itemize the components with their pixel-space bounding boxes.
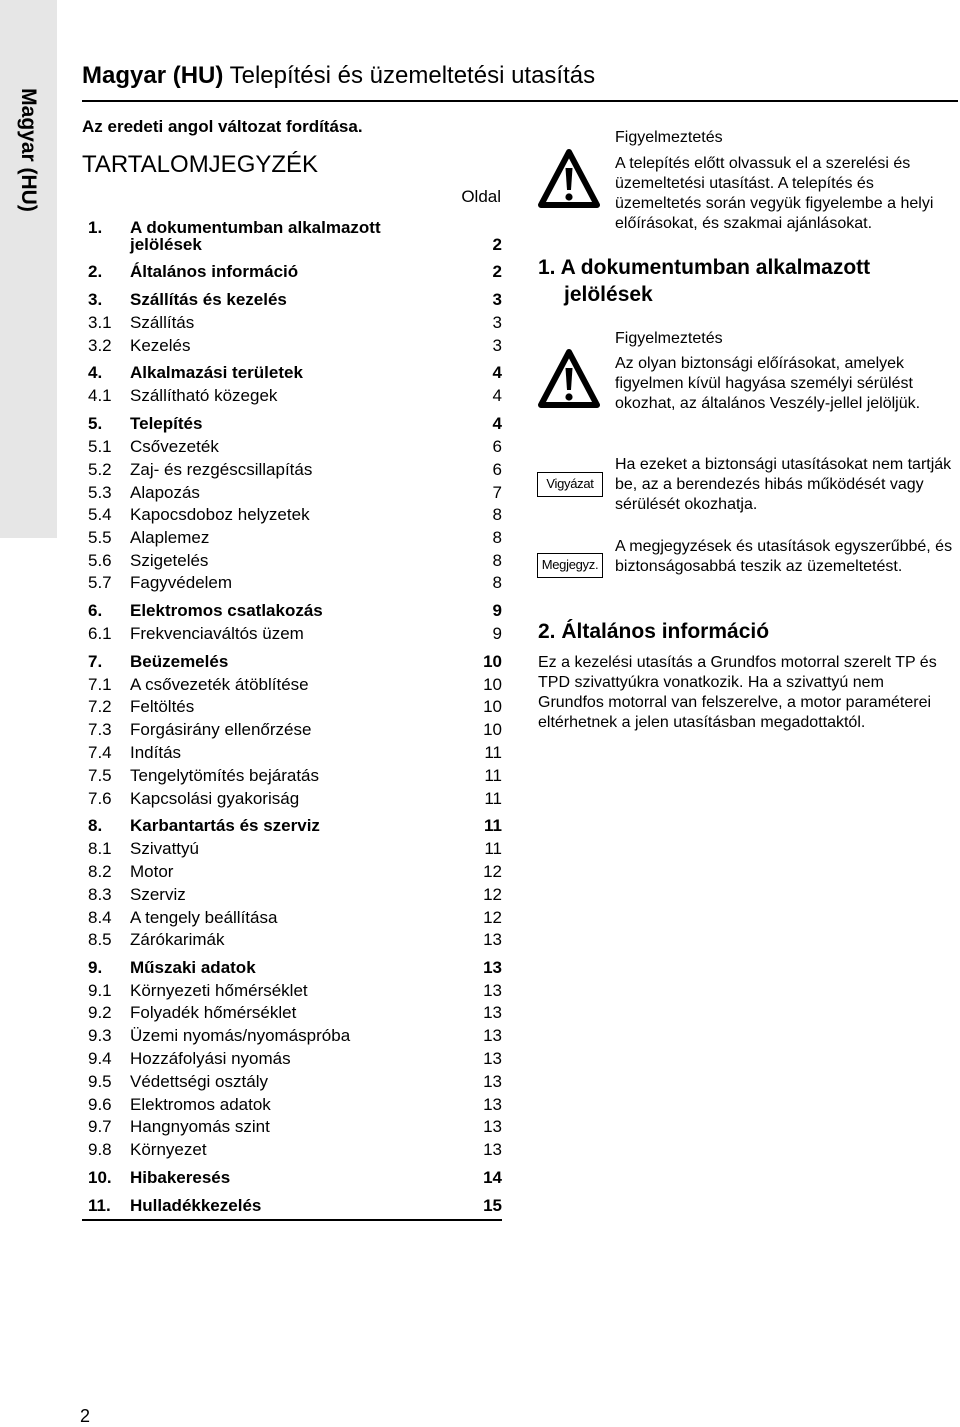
toc-entry-page: 2: [492, 262, 502, 281]
side-tab-label: Magyar (HU): [17, 88, 40, 212]
warning-triangle-icon: [537, 348, 601, 410]
toc-entry-page: 13: [483, 981, 502, 1000]
toc-entry-page: 9: [492, 601, 502, 620]
toc-entry-title: Hozzáfolyási nyomás: [130, 1049, 291, 1068]
toc-entry-title: Alaplemez: [130, 528, 210, 547]
toc-entry-number: 1.: [88, 218, 103, 237]
toc-entry-number: 9.5: [88, 1072, 112, 1091]
toc-entry-title: Folyadék hőmérséklet: [130, 1003, 297, 1022]
toc-entry-title: Telepítés: [130, 414, 203, 433]
toc-entry-title: A csővezeték átöblítése: [130, 675, 309, 694]
toc-end-divider: [82, 1219, 502, 1221]
toc-entry-number: 9.2: [88, 1003, 112, 1022]
section-1-heading: [538, 254, 870, 308]
toc-entry-page: 13: [483, 958, 502, 977]
toc-entry-page: 10: [483, 652, 502, 671]
toc-entry-title: Kapcsolási gyakoriság: [130, 789, 300, 808]
warning-triangle-icon: [537, 148, 601, 210]
toc-entry-number: 5.4: [88, 505, 112, 524]
toc-entry-page: 8: [492, 551, 502, 570]
toc-entry-title: Szigetelés: [130, 551, 209, 570]
toc-entry-number: 4.1: [88, 386, 112, 405]
toc-entry-page: 7: [492, 483, 502, 502]
toc-entry-number: 11.: [88, 1196, 111, 1215]
toc-entry-title: Csővezeték: [130, 437, 219, 456]
toc-entry-number: 6.: [88, 601, 103, 620]
toc-entry-title: A tengely beállítása: [130, 908, 278, 927]
toc-entry-number: 2.: [88, 262, 103, 281]
notice-top-text: A telepítés előtt olvassuk el a szerelési és üzemeltetési utasítást. A telepítés és üzemeltetés során vegyük figyelembe a helyi előírásokat, és szakmai ajánlásokat.: [615, 155, 934, 232]
toc-entry-page: 13: [483, 1003, 502, 1022]
toc-entry-number: 9.: [88, 958, 103, 977]
toc-entry-page: 11: [484, 816, 502, 835]
toc-entry-page: 11: [484, 743, 502, 762]
toc-entry-number: 9.8: [88, 1140, 112, 1159]
toc-entry-title: Feltöltés: [130, 697, 195, 716]
toc-entry-number: 9.7: [88, 1117, 112, 1136]
toc-heading: TARTALOMJEGYZÉK: [82, 151, 319, 178]
toc-entry-number: 9.1: [88, 981, 112, 1000]
toc-entry-page: 13: [483, 1049, 502, 1068]
title-divider: [82, 100, 958, 102]
section-2-heading: 2. Általános információ: [538, 620, 770, 643]
notice-top-label: Figyelmeztetés: [615, 129, 723, 146]
toc-entry-title: Zárókarimák: [130, 930, 225, 949]
toc-entry-number: 5.7: [88, 573, 112, 592]
toc-entry-title: Környezeti hőmérséklet: [130, 981, 308, 1000]
toc-entry-number: 7.1: [88, 675, 112, 694]
toc-page-column-header: Oldal: [461, 187, 501, 206]
warning-text: Az olyan biztonsági előírásokat, amelyek figyelmen kívül hagyása személyi sérülést okozhat, az általános Veszély-jellel jelöljük.: [615, 355, 921, 412]
toc-entry-page: 10: [483, 720, 502, 739]
toc-entry-title: Elektromos csatlakozás: [130, 601, 323, 620]
toc-entry-page: 2: [492, 235, 502, 254]
toc-entry-title: Védettségi osztály: [130, 1072, 268, 1091]
toc-entry-title: Forgásirány ellenőrzése: [130, 720, 312, 739]
toc-entry-number: 4.: [88, 363, 103, 382]
translation-note: Az eredeti angol változat fordítása.: [82, 117, 363, 136]
toc-entry-number: 5.1: [88, 437, 112, 456]
toc-entry-page: 13: [483, 1140, 502, 1159]
toc-entry-page: 13: [483, 1072, 502, 1091]
toc-entry-page: 3: [492, 290, 502, 309]
toc-entry-page: 4: [492, 363, 502, 382]
toc-entry-number: 7.2: [88, 697, 112, 716]
caution-badge: Vigyázat: [537, 472, 603, 497]
toc-entry-number: 7.: [88, 652, 103, 671]
toc-entry-page: 10: [483, 675, 502, 694]
toc-entry-title: Fagyvédelem: [130, 573, 233, 592]
toc-entry-page: 11: [484, 789, 502, 808]
toc-entry-number: 9.3: [88, 1026, 112, 1045]
toc-entry-number: 10.: [88, 1168, 112, 1187]
toc-entry-title: Alapozás: [130, 483, 200, 502]
page-title-language: Magyar (HU): [82, 62, 224, 89]
toc-entry-number: 5.: [88, 414, 103, 433]
toc-entry-title: Szállítható közegek: [130, 386, 278, 405]
toc-entry-title: Beüzemelés: [130, 652, 229, 671]
toc-entry-title: Motor: [130, 862, 174, 881]
toc-entry-page: 3: [492, 336, 502, 355]
toc-entry-number: 8.4: [88, 908, 112, 927]
warning-label: Figyelmeztetés: [615, 330, 723, 347]
toc-entry-number: 9.6: [88, 1095, 112, 1114]
toc-entry-title: Hibakeresés: [130, 1168, 231, 1187]
toc-entry-page: 12: [483, 885, 502, 904]
toc-entry-number: 7.4: [88, 743, 112, 762]
toc-entry-page: 8: [492, 528, 502, 547]
toc-entry-page: 12: [483, 862, 502, 881]
toc-entry-title: Elektromos adatok: [130, 1095, 271, 1114]
toc-entry-number: 7.6: [88, 789, 112, 808]
toc-entry-title: Zaj- és rezgéscsillapítás: [130, 460, 313, 479]
toc-entry-number: 8.3: [88, 885, 112, 904]
section-1-heading-line2: jelölések: [564, 283, 653, 306]
toc-entry-number: 8.1: [88, 839, 112, 858]
toc-entry-title: Általános információ: [130, 262, 299, 281]
toc-entry-page: 4: [492, 414, 502, 433]
toc-entry-number: 6.1: [88, 624, 112, 643]
toc-entry-number: 9.4: [88, 1049, 112, 1068]
toc-entry-title: Szállítás és kezelés: [130, 290, 287, 309]
toc-entry-page: 3: [492, 313, 502, 332]
section-2-text: Ez a kezelési utasítás a Grundfos motorral szerelt TP és TPD szivattyúkra vonatkozik. Ha a szivattyú nem Grundfos motorral van felszerelve, a motor paraméterei eltérhetnek a jelen utasításban megadottaktól.: [538, 654, 937, 731]
toc-entry-page: 13: [483, 1095, 502, 1114]
toc-entry-title: Frekvenciaváltós üzem: [130, 624, 304, 643]
toc-entry-title: A dokumentumban alkalmazott jelölések: [130, 218, 381, 254]
page-title-text: Telepítési és üzemeltetési utasítás: [229, 62, 596, 89]
toc-entry-title: Szivattyú: [130, 839, 199, 858]
toc-entry-number: 8.: [88, 816, 103, 835]
toc-entry-page: 13: [483, 1117, 502, 1136]
toc-entry-page: 12: [483, 908, 502, 927]
toc-entry-title: Kapocsdoboz helyzetek: [130, 505, 310, 524]
toc-entry-page: 4: [492, 386, 502, 405]
toc-entry-title: Karbantartás és szerviz: [130, 816, 320, 835]
toc-entry-page: 6: [492, 437, 502, 456]
toc-entry-number: 3.2: [88, 336, 112, 355]
caution-text: Ha ezeket a biztonsági utasításokat nem tartják be, az a berendezés hibás működését vagy sérülését okozhatja.: [615, 456, 952, 513]
toc-entry-title: Hangnyomás szint: [130, 1117, 270, 1136]
toc-entry-page: 10: [483, 697, 502, 716]
toc-entry-page: 8: [492, 505, 502, 524]
toc-entry-title: Indítás: [130, 743, 182, 762]
toc-entry-title: Szállítás: [130, 313, 195, 332]
toc-entry-number: 5.2: [88, 460, 112, 479]
toc-entry-page: 14: [483, 1168, 502, 1187]
toc-entry-title: Tengelytömítés bejáratás: [130, 766, 319, 785]
toc-entry-page: 6: [492, 460, 502, 479]
toc-entry-title: Üzemi nyomás/nyomáspróba: [130, 1026, 351, 1045]
toc-entry-number: 8.2: [88, 862, 112, 881]
language-side-tab: [0, 0, 57, 538]
toc-entry-number: 7.5: [88, 766, 112, 785]
toc-entry-title: Kezelés: [130, 336, 191, 355]
toc-entry-page: 11: [484, 839, 502, 858]
toc-entry-number: 5.6: [88, 551, 112, 570]
toc-entry-number: 3.1: [88, 313, 112, 332]
toc-entry-number: 8.5: [88, 930, 112, 949]
toc-entry-page: 13: [483, 1026, 502, 1045]
toc-entry-title: Szerviz: [130, 885, 186, 904]
toc-entry-page: 11: [484, 766, 502, 785]
toc-entry-title: Hulladékkezelés: [130, 1196, 262, 1215]
page-title: [82, 62, 595, 90]
toc-entry-title: Környezet: [130, 1140, 207, 1159]
toc-entry-number: 7.3: [88, 720, 112, 739]
note-badge: Megjegyz.: [537, 553, 603, 578]
toc-entry-number: 5.5: [88, 528, 112, 547]
section-1-heading-line1: 1. A dokumentumban alkalmazott: [538, 256, 871, 279]
page-number: 2: [80, 1406, 91, 1426]
note-text: A megjegyzések és utasítások egyszerűbbé, és biztonságosabbá teszik az üzemeltetést.: [615, 538, 953, 575]
toc-entry-page: 13: [483, 930, 502, 949]
toc-entry-page: 15: [483, 1196, 502, 1215]
toc-entry-page: 9: [492, 624, 502, 643]
toc-entry-page: 8: [492, 573, 502, 592]
toc-entry-title: Műszaki adatok: [130, 958, 256, 977]
toc-entry-title: Alkalmazási területek: [130, 363, 303, 382]
toc-entry-number: 3.: [88, 290, 103, 309]
toc-entry-number: 5.3: [88, 483, 112, 502]
